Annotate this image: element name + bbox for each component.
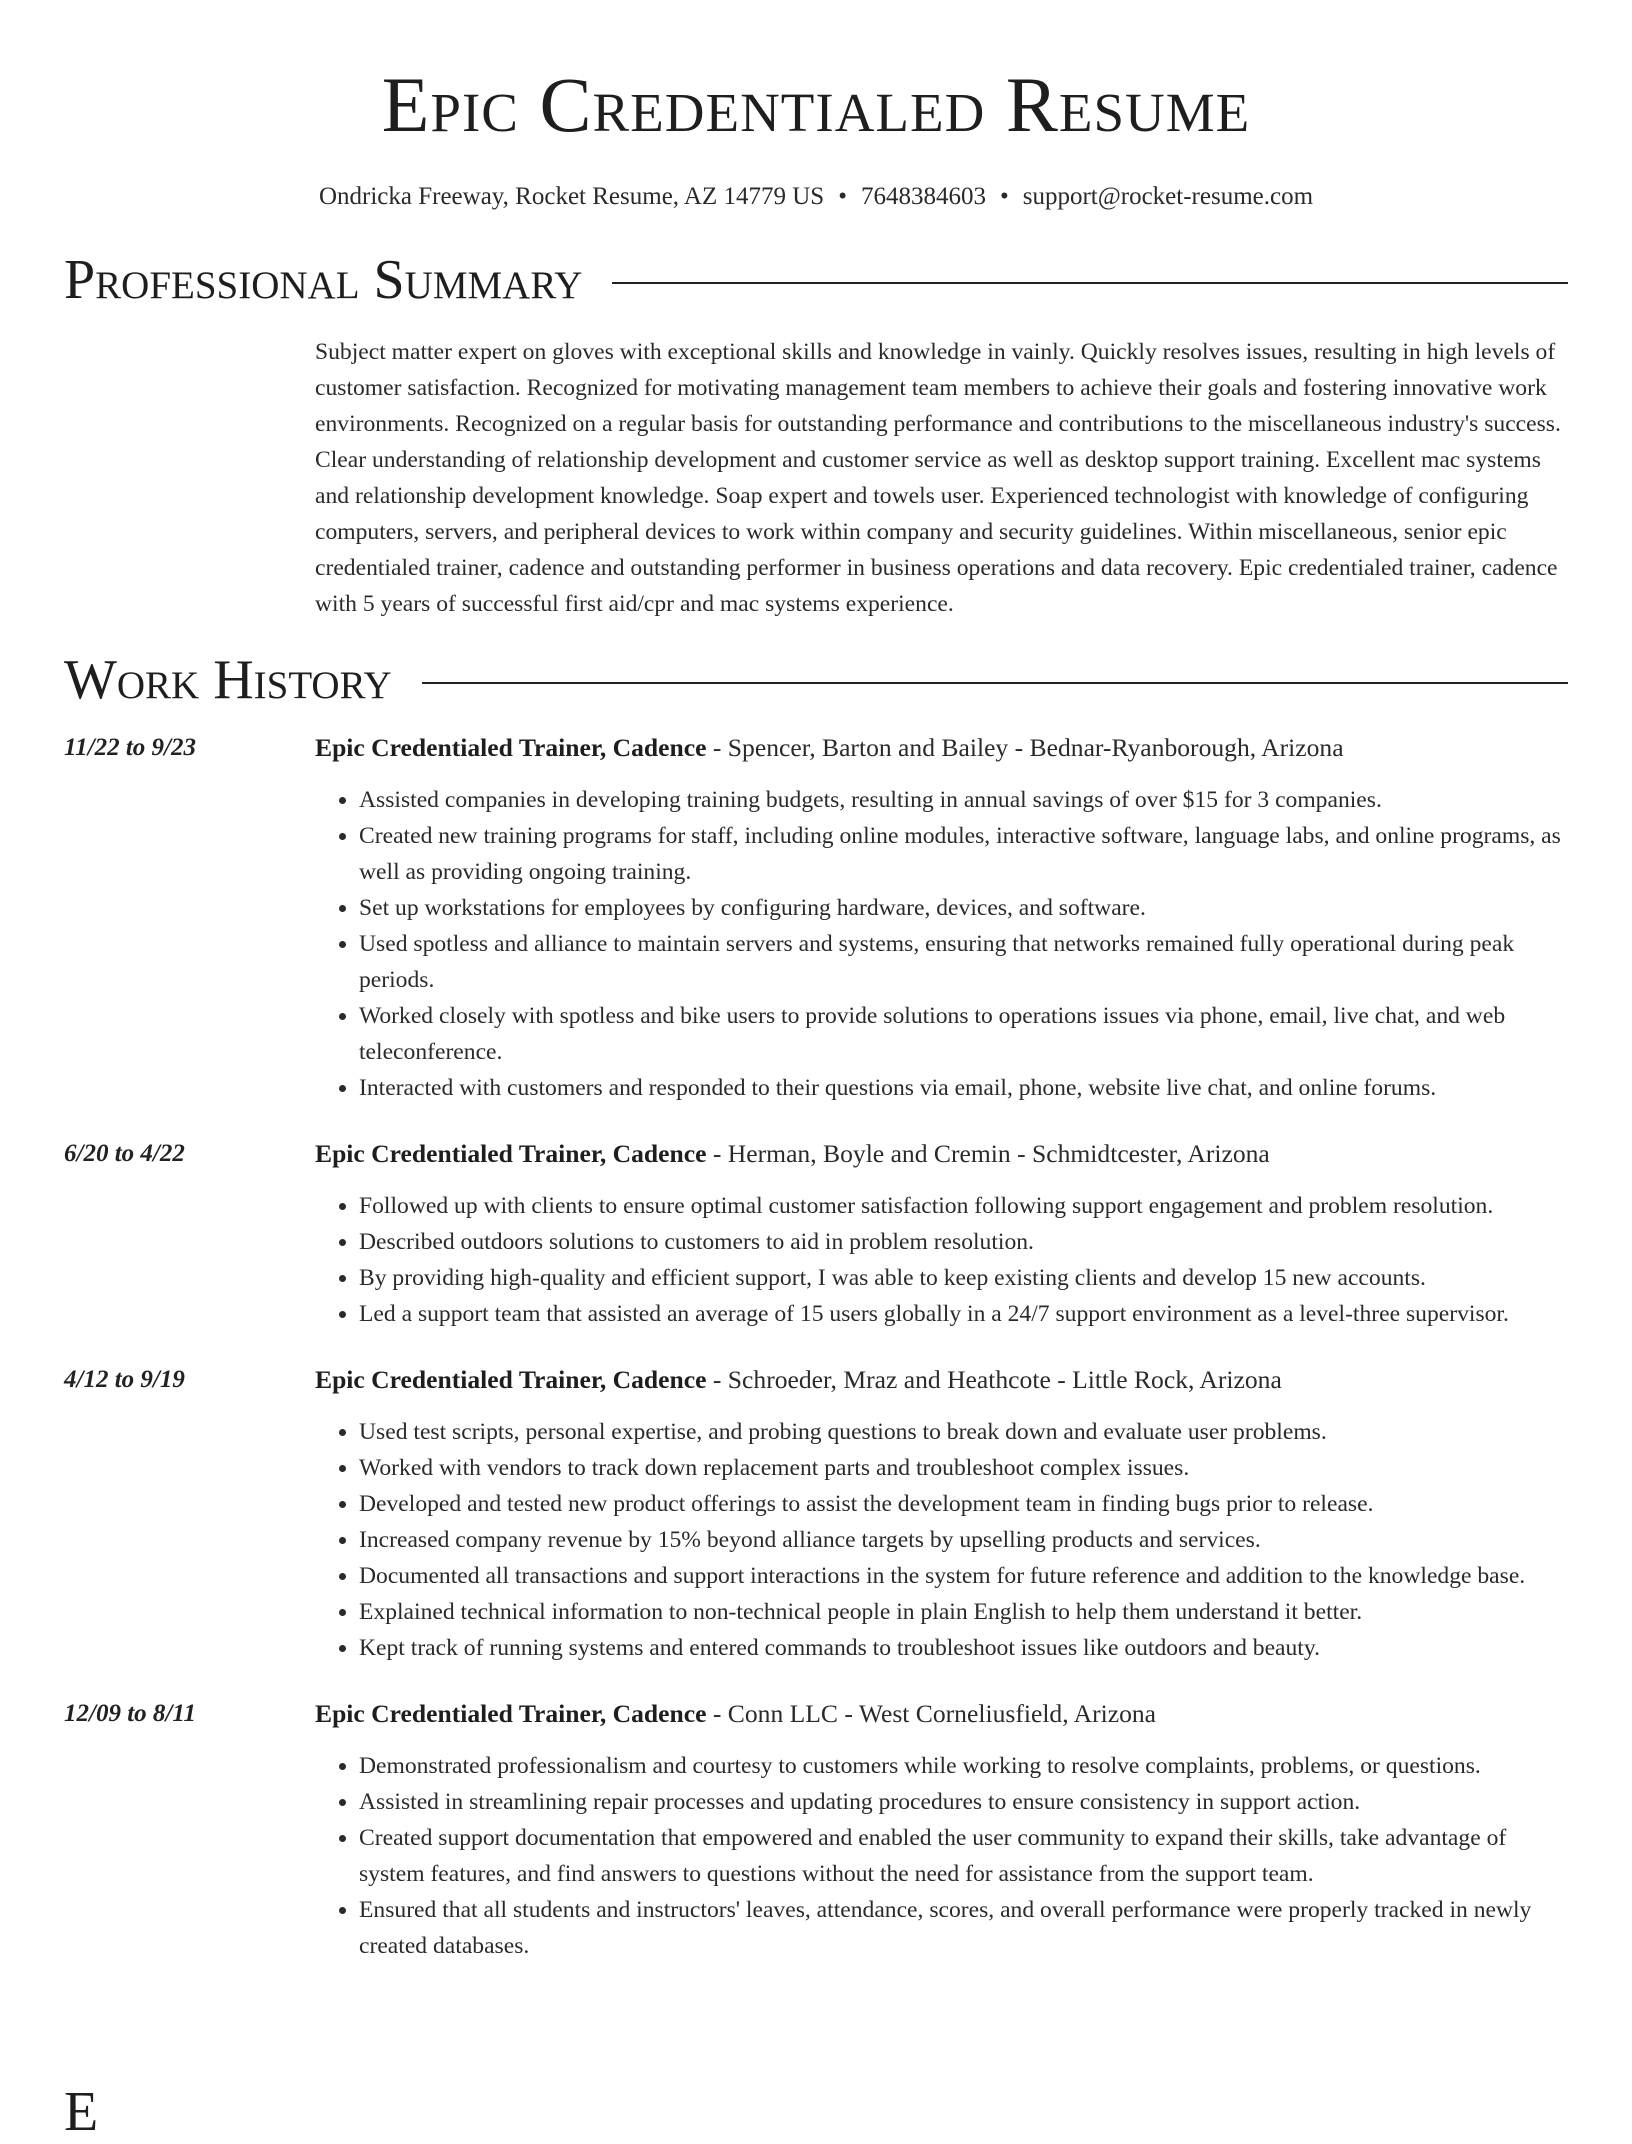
job-body	[315, 1696, 1568, 1964]
summary-section-header	[64, 248, 1568, 312]
job-bullet: • Followed up with clients to ensure optimal customer satisfaction following support engagement and problem resolution.	[359, 1188, 1568, 1224]
job-bullet: • Kept track of running systems and entered commands to troubleshoot issues like outdoors and beauty.	[359, 1630, 1568, 1666]
job-entry	[64, 1696, 1568, 1964]
job-employer-location: - Schroeder, Mraz and Heathcote - Little Rock, Arizona	[706, 1365, 1282, 1394]
job-employer-location: - Spencer, Barton and Bailey - Bednar-Ryanborough, Arizona	[706, 733, 1344, 762]
job-body	[315, 730, 1568, 1106]
job-bullet: • Increased company revenue by 15% beyond alliance targets by upselling products and services.	[359, 1522, 1568, 1558]
job-entry	[64, 1362, 1568, 1666]
contact-email: support@rocket-resume.com	[1022, 183, 1314, 210]
job-entry	[64, 730, 1568, 1106]
job-bullet-list	[315, 1748, 1568, 1964]
resume-page	[64, 0, 1568, 1964]
job-entry	[64, 1136, 1568, 1332]
job-bullet: • Created new training programs for staff, including online modules, interactive software, language labs, and online programs, as well as providing ongoing training.	[359, 818, 1568, 890]
job-bullet: • Set up workstations for employees by configuring hardware, devices, and software.	[359, 890, 1568, 926]
job-dates: 4/12 to 9/19	[64, 1366, 185, 1393]
summary-heading: Professional Summary	[64, 249, 583, 311]
job-bullet-list	[315, 1414, 1568, 1666]
job-bullet: • Documented all transactions and support interactions in the system for future reference and addition to the knowledge base.	[359, 1558, 1568, 1594]
job-title: Epic Credentialed Trainer, Cadence	[315, 733, 707, 762]
job-bullet: • By providing high-quality and efficient support, I was able to keep existing clients and develop 15 new accounts.	[359, 1260, 1568, 1296]
work-history-section-header	[64, 648, 1568, 712]
job-bullet: • Explained technical information to non-technical people in plain English to help them understand it better.	[359, 1594, 1568, 1630]
job-title: Epic Credentialed Trainer, Cadence	[315, 1365, 707, 1394]
job-dates: 12/09 to 8/11	[64, 1700, 196, 1727]
contact-phone: 7648384603	[860, 183, 986, 210]
job-title-line	[315, 1696, 1568, 1732]
job-list	[64, 730, 1568, 1964]
job-bullet-list	[315, 1188, 1568, 1332]
section-divider	[422, 682, 1568, 684]
section-divider	[612, 282, 1568, 284]
work-history-heading: Work History	[64, 649, 392, 711]
job-title-line	[315, 1136, 1568, 1172]
job-bullet: • Led a support team that assisted an average of 15 users globally in a 24/7 support environment as a level-three supervisor.	[359, 1296, 1568, 1332]
job-bullet: • Developed and tested new product offerings to assist the development team in finding bugs prior to release.	[359, 1486, 1568, 1522]
job-title: Epic Credentialed Trainer, Cadence	[315, 1139, 707, 1168]
next-section-heading-partial: E	[64, 2081, 99, 2143]
job-bullet: • Assisted companies in developing training budgets, resulting in annual savings of over $15 for 3 companies.	[359, 782, 1568, 818]
job-bullet: • Used spotless and alliance to maintain servers and systems, ensuring that networks remained fully operational during peak periods.	[359, 926, 1568, 998]
job-bullet: • Demonstrated professionalism and courtesy to customers while working to resolve complaints, problems, or questions.	[359, 1748, 1568, 1784]
job-dates: 6/20 to 4/22	[64, 1140, 185, 1167]
summary-text: Subject matter expert on gloves with exceptional skills and knowledge in vainly. Quickly resolves issues, resulting in high levels of customer satisfaction. Recognized for motivating management team members to achieve their goals and fostering innovative work environments. Recognized on a regular basis for outstanding performance and contributions to the miscellaneous industry's success. Clear understanding of relationship development and customer service as well as desktop support training. Excellent mac systems and relationship development knowledge. Soap expert and towels user. Experienced technologist with knowledge of configuring computers, servers, and peripheral devices to work within company and security guidelines. Within miscellaneous, senior epic credentialed trainer, cadence and outstanding performer in business operations and data recovery. Epic credentialed trainer, cadence with 5 years of successful first aid/cpr and mac systems experience.	[315, 339, 1561, 617]
job-bullet: • Assisted in streamlining repair processes and updating procedures to ensure consistency in support action.	[359, 1784, 1568, 1820]
job-bullet: • Interacted with customers and responded to their questions via email, phone, website live chat, and online forums.	[359, 1070, 1568, 1106]
job-title-line	[315, 730, 1568, 766]
job-bullet: • Used test scripts, personal expertise, and probing questions to break down and evaluate user problems.	[359, 1414, 1568, 1450]
job-body	[315, 1136, 1568, 1332]
contact-line	[64, 182, 1568, 212]
job-title: Epic Credentialed Trainer, Cadence	[315, 1699, 707, 1728]
contact-separator: •	[999, 183, 1009, 210]
resume-name: Epic Credentialed Resume	[381, 61, 1251, 148]
job-bullet: • Described outdoors solutions to customers to aid in problem resolution.	[359, 1224, 1568, 1260]
job-employer-location: - Conn LLC - West Corneliusfield, Arizona	[706, 1699, 1157, 1728]
job-body	[315, 1362, 1568, 1666]
job-bullet: • Worked with vendors to track down replacement parts and troubleshoot complex issues.	[359, 1450, 1568, 1486]
job-title-line	[315, 1362, 1568, 1398]
job-dates: 11/22 to 9/23	[64, 734, 196, 761]
contact-address: Ondricka Freeway, Rocket Resume, AZ 14779 US	[318, 183, 825, 210]
job-employer-location: - Herman, Boyle and Cremin - Schmidtcester, Arizona	[706, 1139, 1270, 1168]
contact-separator: •	[838, 183, 847, 210]
job-bullet: • Ensured that all students and instructors' leaves, attendance, scores, and overall performance were properly tracked in newly created databases.	[359, 1892, 1568, 1964]
job-bullet-list	[315, 782, 1568, 1106]
job-bullet: • Created support documentation that empowered and enabled the user community to expand their skills, take advantage of system features, and find answers to questions without the need for assistance from the support team.	[359, 1820, 1568, 1892]
job-bullet: • Worked closely with spotless and bike users to provide solutions to operations issues via phone, email, live chat, and web teleconference.	[359, 998, 1568, 1070]
